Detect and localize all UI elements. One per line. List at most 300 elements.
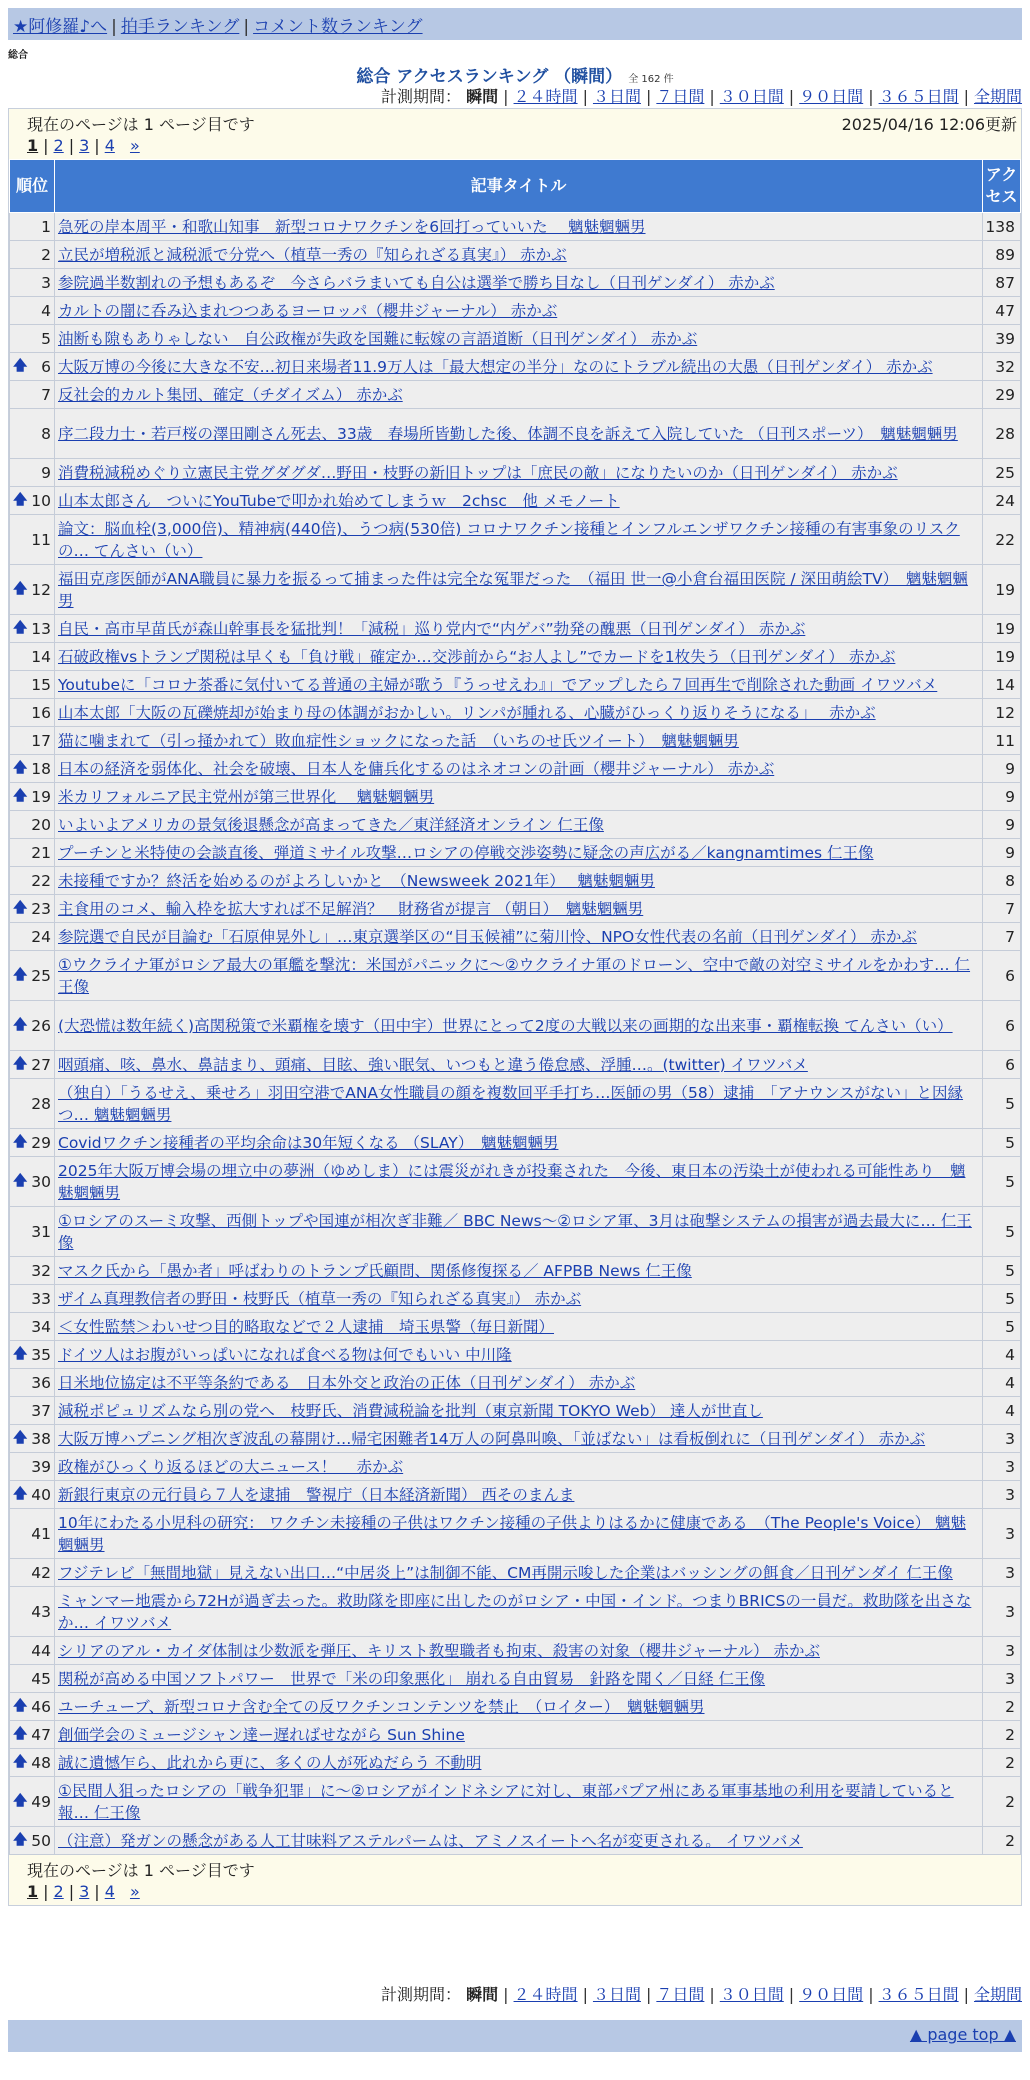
title-cell <box>55 459 983 487</box>
access-count: 4 <box>983 1341 1021 1369</box>
period-link-30d[interactable]: ３０日間 <box>719 87 784 106</box>
access-count: 12 <box>983 699 1021 727</box>
rank-up-arrow-icon: 🡅 <box>13 899 28 916</box>
access-count: 19 <box>983 643 1021 671</box>
access-count: 2 <box>983 1777 1021 1827</box>
access-count: 7 <box>983 923 1021 951</box>
nav-separator: | <box>111 17 117 37</box>
access-count: 25 <box>983 459 1021 487</box>
period-label: 計測期間： <box>381 87 462 106</box>
access-count: 3 <box>983 1481 1021 1509</box>
rank-number: 41 <box>31 1524 51 1543</box>
access-count: 3 <box>983 1425 1021 1453</box>
rank-number: 46 <box>31 1697 51 1716</box>
table-row <box>10 325 1021 353</box>
title-cell <box>55 565 983 615</box>
rank-up-arrow-icon: 🡅 <box>13 1485 28 1502</box>
title-cell <box>55 1827 983 1855</box>
access-count: 9 <box>983 755 1021 783</box>
rank-number: 45 <box>31 1669 51 1688</box>
page-top-link[interactable]: ▲ page top ▲ <box>909 2025 1016 2044</box>
rank-up-arrow-icon: 🡅 <box>13 966 28 983</box>
access-count: 6 <box>983 1001 1021 1051</box>
period-link-7d[interactable]: ７日間 <box>656 87 705 106</box>
pager-link-4[interactable]: 4 <box>104 1882 115 1901</box>
pager-next[interactable]: » <box>129 1882 140 1901</box>
title-cell <box>55 515 983 565</box>
article-link[interactable]: 咽頭痛、咳、鼻水、鼻詰まり、頭痛、目眩、強い眠気、いつもと違う倦怠感、浮腫…。(twitter) イワツバメ <box>58 1056 808 1074</box>
rank-number: 44 <box>31 1641 51 1660</box>
rank-cell <box>10 699 55 727</box>
rank-cell <box>10 615 55 643</box>
rank-up-arrow-icon: 🡅 <box>13 1172 28 1189</box>
access-count: 2 <box>983 1827 1021 1855</box>
title-cell <box>55 297 983 325</box>
article-link[interactable]: 日米地位協定は不平等条約である 日本外交と政治の正体（日刊ゲンダイ） 赤かぶ <box>58 1374 636 1392</box>
rank-number: 28 <box>31 1094 51 1113</box>
article-link[interactable]: ザイム真理教信者の野田・枝野氏（植草一秀の『知られざる真実』） 赤かぶ <box>58 1290 582 1308</box>
access-count: 3 <box>983 1453 1021 1481</box>
page-info-text: 現在のページは 1 ページ目です <box>27 115 255 134</box>
table-row <box>10 1341 1021 1369</box>
page-info-text: 現在のページは 1 ページ目です <box>27 1861 255 1880</box>
article-link[interactable]: 2025年大阪万博会場の埋立中の夢洲（ゆめしま）には震災がれきが投棄された 今後、東日本の汚染土が使われる可能性あり 魑魅魍魎男 <box>58 1162 966 1202</box>
rank-cell <box>10 671 55 699</box>
period-link-24h[interactable]: ２４時間 <box>513 87 578 106</box>
rank-cell <box>10 241 55 269</box>
rank-cell <box>10 1665 55 1693</box>
pager-link-3[interactable]: 3 <box>79 136 90 155</box>
access-count: 2 <box>983 1693 1021 1721</box>
rank-cell <box>10 1481 55 1509</box>
rank-number: 40 <box>31 1485 51 1504</box>
access-count: 9 <box>983 839 1021 867</box>
article-link[interactable]: 立民が増税派と減税派で分党へ（植草一秀の『知られざる真実』） 赤かぶ <box>58 246 567 264</box>
access-count: 8 <box>983 867 1021 895</box>
rank-cell <box>10 643 55 671</box>
rank-cell <box>10 325 55 353</box>
period-link-3d[interactable]: ３日間 <box>592 87 641 106</box>
title-cell <box>55 839 983 867</box>
access-count: 9 <box>983 783 1021 811</box>
title-cell <box>55 1453 983 1481</box>
rank-number: 5 <box>41 329 51 348</box>
title-cell <box>55 1637 983 1665</box>
pager-next[interactable]: » <box>129 136 140 155</box>
table-row <box>10 269 1021 297</box>
article-link[interactable]: 10年にわたる小児科の研究： ワクチン未接種の子供はワクチン接種の子供よりはるかに健康である （The People's Voice） 魑魅魍魎男 <box>58 1514 967 1554</box>
period-selector-top: 計測期間： 瞬間 | ２４時間 | ３日間 | ７日間 | ３０日間 | ９０日間 | ３６５日間 | 全期間 <box>381 87 1022 106</box>
rank-cell <box>10 1749 55 1777</box>
access-count: 3 <box>983 1665 1021 1693</box>
table-row <box>10 755 1021 783</box>
period-link-365d[interactable]: ３６５日間 <box>878 1985 959 2004</box>
total-count: 全 162 件 <box>628 74 674 85</box>
access-count: 19 <box>983 565 1021 615</box>
rank-number: 13 <box>31 619 51 638</box>
page-title: 総合 アクセスランキング （瞬間） <box>356 67 623 87</box>
rank-cell <box>10 1397 55 1425</box>
rank-up-arrow-icon: 🡅 <box>13 357 28 374</box>
rank-up-arrow-icon: 🡅 <box>13 787 28 804</box>
pager-bottom: 1 | 2 | 3 | 4 » <box>27 1882 140 1901</box>
table-row <box>10 1257 1021 1285</box>
table-row <box>10 727 1021 755</box>
pager-link-4[interactable]: 4 <box>104 136 115 155</box>
article-link[interactable]: カルトの闇に呑み込まれつつあるヨーロッパ（櫻井ジャーナル） 赤かぶ <box>58 302 558 320</box>
top-nav-bar <box>8 8 1022 40</box>
rank-cell <box>10 1257 55 1285</box>
table-row <box>10 1637 1021 1665</box>
table-row <box>10 951 1021 1001</box>
title-cell <box>55 1207 983 1257</box>
period-link-90d[interactable]: ９０日間 <box>799 87 864 106</box>
rank-cell <box>10 839 55 867</box>
table-row <box>10 1157 1021 1207</box>
rank-cell <box>10 1587 55 1637</box>
rank-cell <box>10 1425 55 1453</box>
pager-link-2[interactable]: 2 <box>53 136 64 155</box>
article-link[interactable]: 主食用のコメ、輸入枠を拡大すれば不足解消？ 財務省が提言 （朝日） 魑魅魍魎男 <box>58 900 644 918</box>
period-link-3d[interactable]: ３日間 <box>592 1985 641 2004</box>
access-count: 11 <box>983 727 1021 755</box>
rank-cell <box>10 755 55 783</box>
rank-cell <box>10 1693 55 1721</box>
table-row <box>10 1587 1021 1637</box>
article-link[interactable]: Covidワクチン接種者の平均余命は30年短くなる （SLAY） 魑魅魍魎男 <box>58 1134 559 1152</box>
access-count: 14 <box>983 671 1021 699</box>
table-row <box>10 1453 1021 1481</box>
period-current: 瞬間 <box>466 87 499 106</box>
article-link[interactable]: （注意）発ガンの懸念がある人工甘味料アステルパームは、アミノスイートへ名が変更される。 イワツバメ <box>58 1832 803 1850</box>
access-count: 138 <box>983 213 1021 241</box>
rank-up-arrow-icon: 🡅 <box>13 1753 28 1770</box>
article-link[interactable]: 猫に噛まれて（引っ掻かれて）敗血症性ショックになった話 （いちのせ氏ツイート） 魑魅魍魎男 <box>58 732 739 750</box>
period-link-24h[interactable]: ２４時間 <box>513 1985 578 2004</box>
table-row <box>10 699 1021 727</box>
title-cell <box>55 727 983 755</box>
title-cell <box>55 1051 983 1079</box>
article-link[interactable]: ミャンマー地震から72Hが過ぎ去った。救助隊を即座に出したのがロシア・中国・インド。つまりBRICSの一員だ。救助隊を出さなか… イワツバメ <box>58 1592 972 1632</box>
period-link-7d[interactable]: ７日間 <box>656 1985 705 2004</box>
article-link[interactable]: 石破政権vsトランプ関税は早くも「負け戦」確定か…交渉前から“お人よし”でカードを1枚失う（日刊ゲンダイ） 赤かぶ <box>58 648 896 666</box>
article-link[interactable]: ①民間人狙ったロシアの「戦争犯罪」に〜②ロシアがインドネシアに対し、東部パプア州にある軍事基地の利用を要請していると報… 仁王像 <box>58 1782 954 1822</box>
table-row <box>10 1001 1021 1051</box>
table-row <box>10 895 1021 923</box>
article-link[interactable]: 日本の経済を弱体化、社会を破壊、日本人を傭兵化するのはネオコンの計画（櫻井ジャーナル） 赤かぶ <box>58 760 775 778</box>
pager-link-3[interactable]: 3 <box>79 1882 90 1901</box>
title-cell <box>55 1257 983 1285</box>
table-row <box>10 515 1021 565</box>
table-row <box>10 671 1021 699</box>
rank-cell <box>10 1721 55 1749</box>
rank-number: 19 <box>31 787 51 806</box>
rank-number: 48 <box>31 1753 51 1772</box>
article-link[interactable]: 政権がひっくり返るほどの大ニュース！ 赤かぶ <box>58 1458 404 1476</box>
title-cell <box>55 671 983 699</box>
title-cell <box>55 409 983 459</box>
rank-up-arrow-icon: 🡅 <box>13 1725 28 1742</box>
page-info-top <box>9 109 1021 159</box>
rank-cell <box>10 1207 55 1257</box>
article-link[interactable]: 自民・高市早苗氏が森山幹事長を猛批判！「減税」巡り党内で“内ゲバ”勃発の醜悪（日刊ゲンダイ） 赤かぶ <box>58 620 806 638</box>
article-link[interactable]: 関税が高める中国ソフトパワー 世界で「米の印象悪化」 崩れる自由貿易 針路を聞く／日経 仁王像 <box>58 1670 766 1688</box>
table-row <box>10 783 1021 811</box>
nav-link-asyura[interactable]: ★阿修羅♪へ <box>13 17 108 37</box>
pager-link-2[interactable]: 2 <box>53 1882 64 1901</box>
access-count: 3 <box>983 1509 1021 1559</box>
rank-number: 27 <box>31 1055 51 1074</box>
rank-number: 22 <box>31 871 51 890</box>
title-cell <box>55 1157 983 1207</box>
table-row <box>10 1369 1021 1397</box>
article-link[interactable]: ＜女性監禁＞わいせつ目的略取などで２人逮捕 埼玉県警（毎日新聞） <box>58 1318 555 1336</box>
article-link[interactable]: プーチンと米特使の会談直後、弾道ミサイル攻撃…ロシアの停戦交渉姿勢に疑念の声広がる／kangnamtimes 仁王像 <box>58 844 874 862</box>
table-row <box>10 565 1021 615</box>
period-link-365d[interactable]: ３６５日間 <box>878 87 959 106</box>
table-row <box>10 1827 1021 1855</box>
title-cell <box>55 1481 983 1509</box>
rank-number: 49 <box>31 1792 51 1811</box>
table-row <box>10 1559 1021 1587</box>
article-link[interactable]: ①ロシアのスーミ攻撃、西側トップや国連が相次ぎ非難／ BBC News〜②ロシア軍、3月は砲撃システムの損害が過去最大に… 仁王像 <box>58 1212 972 1252</box>
rank-up-arrow-icon: 🡅 <box>13 1831 28 1848</box>
rank-cell <box>10 269 55 297</box>
access-count: 22 <box>983 515 1021 565</box>
access-count: 89 <box>983 241 1021 269</box>
rank-up-arrow-icon: 🡅 <box>13 1345 28 1362</box>
article-link[interactable]: フジテレビ「無間地獄」見えない出口…“中居炎上”は制御不能、CM再開示唆した企業はバッシングの餌食／日刊ゲンダイ 仁王像 <box>58 1564 953 1582</box>
access-count: 28 <box>983 409 1021 459</box>
table-row <box>10 615 1021 643</box>
access-count: 5 <box>983 1313 1021 1341</box>
article-link[interactable]: シリアのアル・カイダ体制は少数派を弾圧、キリスト教聖職者も拘束、殺害の対象（櫻井ジャーナル） 赤かぶ <box>58 1642 820 1660</box>
table-row <box>10 1207 1021 1257</box>
article-link[interactable]: 大阪万博ハプニング相次ぎ波乱の幕開け…帰宅困難者14万人の阿鼻叫喚、「並ばない」は看板倒れに（日刊ゲンダイ） 赤かぶ <box>58 1430 926 1448</box>
article-link[interactable]: （独自）「うるせえ、乗せろ」羽田空港でANA女性職員の顔を複数回平手打ち…医師の男（58）逮捕 「アナウンスがない」と因縁つ… 魑魅魍魎男 <box>58 1084 964 1124</box>
rank-number: 4 <box>41 301 51 320</box>
article-link[interactable]: 新銀行東京の元行員ら７人を逮捕 警視庁（日本経済新聞） 西そのまんま <box>58 1486 575 1504</box>
rank-number: 35 <box>31 1345 51 1364</box>
table-row <box>10 1051 1021 1079</box>
rank-cell <box>10 1509 55 1559</box>
title-cell <box>55 1587 983 1637</box>
nav-separator: | <box>243 17 250 37</box>
article-link[interactable]: いよいよアメリカの景気後退懸念が高まってきた／東洋経済オンライン 仁王像 <box>58 816 604 834</box>
title-cell <box>55 1129 983 1157</box>
table-row <box>10 839 1021 867</box>
rank-number: 38 <box>31 1429 51 1448</box>
period-link-all[interactable]: 全期間 <box>973 1985 1022 2004</box>
access-count: 3 <box>983 1587 1021 1637</box>
title-cell <box>55 325 983 353</box>
rank-number: 33 <box>31 1289 51 1308</box>
rank-number: 39 <box>31 1457 51 1476</box>
rank-cell <box>10 1559 55 1587</box>
article-link[interactable]: 減税ポピュリズムなら別の党へ 枝野氏、消費減税論を批判（東京新聞 TOKYO Web） 達人が世直し <box>58 1402 763 1420</box>
nav-link-clap-ranking[interactable]: 拍手ランキング <box>120 17 240 37</box>
article-link[interactable]: ①ウクライナ軍がロシア最大の軍艦を撃沈：米国がパニックに〜②ウクライナ軍のドローン、空中で敵の対空ミサイルをかわす… 仁王像 <box>58 956 971 996</box>
rank-number: 32 <box>31 1261 51 1280</box>
access-count: 6 <box>983 1051 1021 1079</box>
period-label: 計測期間： <box>381 1985 462 2004</box>
title-cell <box>55 381 983 409</box>
rank-cell <box>10 951 55 1001</box>
rank-up-arrow-icon: 🡅 <box>13 1016 28 1033</box>
title-cell <box>55 1509 983 1559</box>
title-cell <box>55 353 983 381</box>
period-link-30d[interactable]: ３０日間 <box>719 1985 784 2004</box>
article-link[interactable]: 論文：脳血栓(3,000倍)、精神病(440倍)、うつ病(530倍) コロナワクチン接種とインフルエンザワクチン接種の有害事象のリスクの… てんさい（い） <box>58 520 960 560</box>
title-cell <box>55 755 983 783</box>
section-label: 総合 <box>8 50 28 61</box>
rank-number: 12 <box>31 580 51 599</box>
rank-number: 10 <box>31 491 51 510</box>
rank-number: 25 <box>31 966 51 985</box>
ranking-body <box>10 213 1021 1855</box>
rank-cell <box>10 1129 55 1157</box>
article-link[interactable]: 参院過半数割れの予想もあるぞ 今さらバラまいても自公は選挙で勝ち目なし（日刊ゲンダイ） 赤かぶ <box>58 274 775 292</box>
article-link[interactable]: ユーチューブ、新型コロナ含む全ての反ワクチンコンテンツを禁止 （ロイター） 魑魅魍魎男 <box>58 1698 705 1716</box>
ranking-table <box>9 159 1021 1855</box>
rank-cell <box>10 1827 55 1855</box>
rank-number: 16 <box>31 703 51 722</box>
title-cell <box>55 487 983 515</box>
rank-number: 1 <box>41 217 51 236</box>
table-row <box>10 811 1021 839</box>
access-count: 5 <box>983 1157 1021 1207</box>
access-count: 5 <box>983 1257 1021 1285</box>
article-link[interactable]: 誠に遺憾乍ら、此れから更に、多くの人が死ぬだらう 不動明 <box>58 1754 482 1772</box>
table-row <box>10 1397 1021 1425</box>
access-count: 3 <box>983 1637 1021 1665</box>
nav-link-comment-ranking[interactable]: コメント数ランキング <box>253 17 423 37</box>
article-link[interactable]: 福田克彦医師がANA職員に暴力を振るって捕まった件は完全な冤罪だった （福田 世一@小倉台福田医院 / 深田萌絵TV） 魑魅魍魎男 <box>58 570 968 610</box>
rank-cell <box>10 1079 55 1129</box>
article-link[interactable]: ドイツ人はお腹がいっぱいになれば食べる物は何でもいい 中川隆 <box>58 1346 512 1364</box>
article-link[interactable]: 反社会的カルト集団、確定（チダイズム） 赤かぶ <box>58 386 403 404</box>
pager-current: 1 <box>27 136 39 155</box>
table-row <box>10 297 1021 325</box>
table-row <box>10 1721 1021 1749</box>
rank-number: 24 <box>31 927 51 946</box>
rank-number: 18 <box>31 759 51 778</box>
article-link[interactable]: (大恐慌は数年続く)高関税策で米覇権を壊す（田中宇）世界にとって2度の大戦以来の画期的な出来事・覇権転換 てんさい（い） <box>58 1017 953 1035</box>
rank-cell <box>10 487 55 515</box>
rank-number: 2 <box>41 245 51 264</box>
table-row <box>10 1129 1021 1157</box>
access-count: 2 <box>983 1749 1021 1777</box>
table-row <box>10 1285 1021 1313</box>
rank-cell <box>10 811 55 839</box>
rank-up-arrow-icon: 🡅 <box>13 759 28 776</box>
title-cell <box>55 895 983 923</box>
title-cell <box>55 783 983 811</box>
rank-number: 11 <box>31 530 51 549</box>
title-cell <box>55 1693 983 1721</box>
title-cell <box>55 1341 983 1369</box>
article-link[interactable]: 参院選で自民が目論む「石原伸晃外し」…東京選挙区の“目玉候補”に菊川怜、NPO女性代表の名前（日刊ゲンダイ） 赤かぶ <box>58 928 917 946</box>
article-link[interactable]: Youtubeに「コロナ茶番に気付いてる普通の主婦が歌う『うっせえわ』」でアップしたら７回再生で削除された動画 イワツバメ <box>58 676 938 694</box>
rank-number: 34 <box>31 1317 51 1336</box>
article-link[interactable]: 消費税減税めぐり立憲民主党グダグダ…野田・枝野の新旧トップは「庶民の敵」になりたいのか（日刊ゲンダイ） 赤かぶ <box>58 464 898 482</box>
title-cell <box>55 241 983 269</box>
period-current: 瞬間 <box>466 1985 499 2004</box>
table-row <box>10 213 1021 241</box>
table-row <box>10 1665 1021 1693</box>
rank-cell <box>10 1453 55 1481</box>
rank-cell <box>10 1637 55 1665</box>
table-row <box>10 1509 1021 1559</box>
table-row <box>10 459 1021 487</box>
header-rank: 順位 <box>10 160 55 213</box>
rank-cell <box>10 1285 55 1313</box>
table-row <box>10 1777 1021 1827</box>
rank-number: 15 <box>31 675 51 694</box>
rank-number: 43 <box>31 1602 51 1621</box>
header-access: アクセス <box>983 160 1021 213</box>
article-link[interactable]: 油断も隙もありゃしない 自公政権が失政を国難に転嫁の言語道断（日刊ゲンダイ） 赤かぶ <box>58 330 698 348</box>
article-link[interactable]: マスク氏から「愚か者」呼ばわりのトランプ氏顧問、関係修復探る／ AFPBB News 仁王像 <box>58 1262 692 1280</box>
table-row <box>10 1079 1021 1129</box>
rank-number: 47 <box>31 1725 51 1744</box>
table-row <box>10 241 1021 269</box>
rank-number: 20 <box>31 815 51 834</box>
rank-number: 31 <box>31 1222 51 1241</box>
article-link[interactable]: 創価学会のミュージシャン達ー遅ればせながら Sun Shine <box>58 1726 465 1744</box>
rank-number: 29 <box>31 1133 51 1152</box>
article-link[interactable]: 大阪万博の今後に大きな不安…初日来場者11.9万人は「最大想定の半分」なのにトラブル続出の大愚（日刊ゲンダイ） 赤かぶ <box>58 358 933 376</box>
rank-cell <box>10 1777 55 1827</box>
rank-cell <box>10 1341 55 1369</box>
table-row <box>10 1481 1021 1509</box>
rank-number: 7 <box>41 385 51 404</box>
article-link[interactable]: 山本太郎「大阪の瓦礫焼却が始まり母の体調がおかしい。リンパが腫れる、心臓がひっくり返りそうになる」 赤かぶ <box>58 704 876 722</box>
rank-up-arrow-icon: 🡅 <box>13 619 28 636</box>
rank-cell <box>10 353 55 381</box>
title-cell <box>55 1313 983 1341</box>
rank-cell <box>10 1001 55 1051</box>
rank-up-arrow-icon: 🡅 <box>13 580 28 597</box>
access-count: 24 <box>983 487 1021 515</box>
title-cell <box>55 699 983 727</box>
rank-cell <box>10 1157 55 1207</box>
rank-number: 14 <box>31 647 51 666</box>
period-link-90d[interactable]: ９０日間 <box>799 1985 864 2004</box>
rank-cell <box>10 459 55 487</box>
article-link[interactable]: 山本太郎さん ついにYouTubeで叩かれ始めてしまうｗ 2chsc 他 メモノート <box>58 492 620 510</box>
rank-number: 36 <box>31 1373 51 1392</box>
access-count: 87 <box>983 269 1021 297</box>
rank-up-arrow-icon: 🡅 <box>13 1055 28 1072</box>
rank-number: 26 <box>31 1016 51 1035</box>
article-link[interactable]: 米カリフォルニア民主党州が第三世界化 魑魅魍魎男 <box>58 788 435 806</box>
article-link[interactable]: 急死の岸本周平・和歌山知事 新型コロナワクチンを6回打っていいた 魑魅魍魎男 <box>58 218 646 236</box>
article-link[interactable]: 未接種ですか？終活を始めるのがよろしいかと （Newsweek 2021年） 魑魅魍魎男 <box>58 872 655 890</box>
title-cell <box>55 1777 983 1827</box>
updated-time: 2025/04/16 12:06更新 <box>841 115 1017 134</box>
rank-number: 50 <box>31 1831 51 1850</box>
ranking-frame <box>8 108 1022 1906</box>
access-count: 3 <box>983 1559 1021 1587</box>
title-cell <box>55 951 983 1001</box>
table-row <box>10 1313 1021 1341</box>
pager-top: 1 | 2 | 3 | 4 » <box>27 136 140 155</box>
period-link-all[interactable]: 全期間 <box>973 87 1022 106</box>
rank-cell <box>10 1313 55 1341</box>
page-info-bottom <box>9 1855 1021 1905</box>
article-link[interactable]: 序二段力士・若戸桜の澤田剛さん死去、33歳 春場所皆勤した後、体調不良を訴えて入院していた （日刊スポーツ） 魑魅魍魎男 <box>58 425 958 443</box>
